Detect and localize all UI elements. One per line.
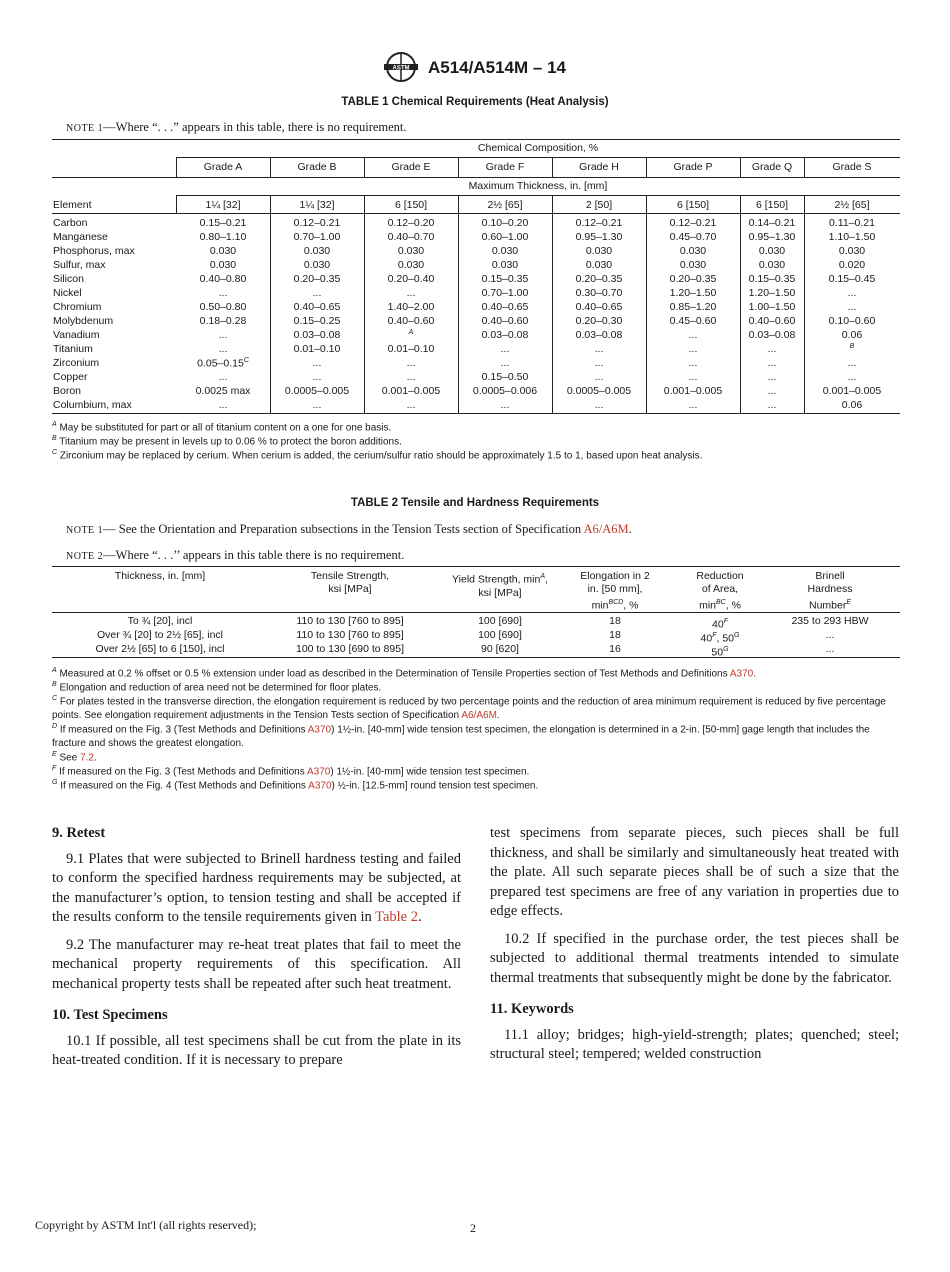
table-cell: 0.70–1.00	[481, 287, 529, 299]
table-cell: 0.030	[491, 245, 519, 257]
col-divider	[364, 213, 365, 413]
composition-header: Chemical Composition, %	[477, 142, 599, 154]
table-cell: 0.40–0.60	[481, 315, 529, 327]
table-cell: 0.60–1.00	[481, 231, 529, 243]
table1-note: NOTE 1—Where “. . .” appears in this table, there is no requirement.	[66, 120, 407, 134]
th-reduction: Reduction of Area, $\min^{BC}$, %	[696, 570, 744, 612]
table-cell: ...	[847, 287, 857, 299]
table-cell: ...	[406, 399, 416, 411]
table1-footnote: $^C$ Zirconium may be replaced by cerium. When cerium is added, the cerium/sulfur ratio should be approximately 1.5 to 1, based upon heat analysis.	[52, 449, 703, 462]
table-cell: 0.020	[838, 259, 866, 271]
copyright: Copyright by ASTM Int'l (all rights reserved);	[35, 1218, 257, 1232]
table-cell: 0.030	[209, 245, 237, 257]
table-cell: 0.70–1.00	[293, 231, 341, 243]
row-yield: 100 [690]	[478, 615, 522, 627]
thickness-cell: 6 [150]	[755, 199, 789, 211]
grade-header: Grade B	[297, 161, 337, 173]
table-cell: 0.030	[209, 259, 237, 271]
col-divider	[552, 195, 553, 213]
table2-note-1: NOTE 1— See the Orientation and Preparation subsections in the Tension Tests section of Specification A6/A6M.	[66, 522, 632, 536]
grade-header: Grade P	[673, 161, 713, 173]
table-cell: 0.01–0.10	[293, 343, 341, 355]
table-cell: 0.30–0.70	[575, 287, 623, 299]
table-cell: 1.20–1.50	[748, 287, 796, 299]
row-thickness: Over ¾ [20] to 2½ [65], incl	[96, 629, 224, 641]
table-cell: 0.030	[303, 245, 331, 257]
col-divider	[740, 157, 741, 177]
col-divider	[646, 157, 647, 177]
col-divider	[176, 157, 177, 177]
row-reduction: $40^F$, $50^G$	[700, 632, 740, 645]
table-cell: 0.0005–0.006	[472, 385, 538, 397]
para-11-1: 11.1 alloy; bridges; high-yield-strength; plates; quenched; steel; structural steel; tempered; welded construction	[490, 1026, 899, 1062]
t2-footnote-b: $^B$ Elongation and reduction of area need not be determined for floor plates.	[52, 681, 382, 694]
table-cell: 0.10–0.60	[828, 315, 876, 327]
table1-footnote: $^B$ Titanium may be present in levels up to 0.06 % to protect the boron additions.	[52, 435, 402, 448]
table-cell: 0.15–0.50	[481, 371, 529, 383]
col-divider	[804, 195, 805, 213]
table-cell: 0.40–0.65	[481, 301, 529, 313]
left-column	[52, 824, 461, 1071]
th-tensile: Tensile Strength, ksi [MPa]	[310, 570, 390, 595]
svg-text:ASTM: ASTM	[392, 65, 410, 72]
table-cell: 0.95–1.30	[575, 231, 623, 243]
element-name: Titanium	[53, 343, 93, 355]
thickness-cell: 2½ [65]	[834, 199, 870, 211]
table-cell: 0.030	[397, 245, 425, 257]
table2-note-2: NOTE 2—Where “. . .’’ appears in this table there is no requirement.	[66, 548, 405, 562]
table-cell: ...	[406, 371, 416, 383]
table-cell: 0.01–0.10	[387, 343, 435, 355]
right-column	[490, 824, 899, 1065]
table-cell: ...	[218, 399, 228, 411]
table-cell: ...	[594, 343, 604, 355]
table-cell: 0.40–0.60	[748, 315, 796, 327]
thickness-cell: 1¼ [32]	[205, 199, 241, 211]
table-cell: 0.0005–0.005	[284, 385, 350, 397]
table-cell: 0.15–0.35	[748, 273, 796, 285]
a6-link[interactable]: A6/A6M	[583, 522, 629, 536]
table-cell: 0.12–0.21	[575, 217, 623, 229]
t2-footnote-e: $^E$ See 7.2.	[52, 751, 97, 764]
grade-header: Grade F	[485, 161, 525, 173]
element-name: Boron	[53, 385, 82, 397]
grade-header: Grade A	[203, 161, 243, 173]
table-cell: ...	[500, 399, 510, 411]
table-cell: 1.40–2.00	[387, 301, 435, 313]
element-name: Columbium, max	[53, 399, 132, 411]
table-cell: ...	[767, 399, 777, 411]
table-cell: ...	[312, 287, 322, 299]
table-cell: 0.11–0.21	[829, 217, 875, 229]
table-cell: ...	[688, 357, 698, 369]
table-cell: 0.15–0.35	[481, 273, 529, 285]
table-cell: 1.00–1.50	[748, 301, 796, 313]
table-cell: ...	[312, 371, 322, 383]
table2-caption: TABLE 2 Tensile and Hardness Requirements	[350, 497, 600, 509]
table-cell: 0.030	[758, 245, 786, 257]
th-thickness: Thickness, in. [mm]	[114, 570, 206, 582]
table-cell: 0.50–0.80	[199, 301, 247, 313]
table-cell: 0.45–0.60	[669, 315, 717, 327]
table-cell: ...	[688, 399, 698, 411]
element-name: Phosphorus, max	[53, 245, 135, 257]
table-cell: ...	[218, 329, 228, 341]
table-cell: 0.030	[679, 259, 707, 271]
table-cell: ...	[312, 399, 322, 411]
table-cell: ...	[500, 343, 510, 355]
table-cell: ...	[767, 385, 777, 397]
element-header: Element	[53, 199, 92, 211]
max-thickness-header: Maximum Thickness, in. [mm]	[468, 180, 608, 192]
table-cell: ...	[594, 371, 604, 383]
th-yield: Yield Strength, $\min^A$, ksi [MPa]	[452, 573, 548, 599]
table-cell: 0.20–0.35	[669, 273, 717, 285]
row-thickness: Over 2½ [65] to 6 [150], incl	[95, 643, 225, 655]
element-name: Nickel	[53, 287, 82, 299]
col-divider	[740, 213, 741, 413]
table-cell: 0.20–0.40	[387, 273, 435, 285]
table-cell: 0.030	[585, 245, 613, 257]
col-divider	[740, 195, 741, 213]
row-brinell: ...	[825, 629, 835, 641]
row-thickness: To ¾ [20], incl	[127, 615, 193, 627]
table-cell: 0.40–0.65	[293, 301, 341, 313]
table-cell: 0.45–0.70	[669, 231, 717, 243]
element-name: Manganese	[53, 231, 108, 243]
col-divider	[646, 195, 647, 213]
table-cell: 0.06	[841, 399, 863, 411]
section-9-title: 9. Retest	[52, 825, 106, 841]
element-name: Sulfur, max	[53, 259, 106, 271]
table-cell: ...	[312, 357, 322, 369]
table-cell: 0.030	[491, 259, 519, 271]
element-name: Copper	[53, 371, 88, 383]
col-divider	[176, 195, 177, 213]
table-cell: ...	[406, 287, 416, 299]
table-cell: ...	[688, 371, 698, 383]
thickness-cell: 2 [50]	[585, 199, 613, 211]
table-cell: 0.06	[841, 329, 863, 341]
col-divider	[270, 213, 271, 413]
table-cell: 0.40–0.65	[575, 301, 623, 313]
footnote-mark: A	[408, 329, 414, 336]
col-divider	[804, 213, 805, 413]
row-reduction: $50^G$	[711, 646, 729, 659]
grade-header: Grade H	[579, 161, 619, 173]
table-cell: ...	[218, 287, 228, 299]
table-cell: ...	[406, 357, 416, 369]
table-cell: 0.001–0.005	[663, 385, 723, 397]
table-cell: 0.18–0.28	[199, 315, 247, 327]
table-cell: ...	[594, 399, 604, 411]
row-elongation: 18	[609, 629, 621, 641]
row-brinell: ...	[825, 643, 835, 655]
table-cell: ...	[218, 371, 228, 383]
t2-footnote-f: $^F$ If measured on the Fig. 3 (Test Methods and Definitions A370) 1½-in. [40-mm] wide tension test specimen.	[52, 765, 530, 778]
table-cell: 0.001–0.005	[822, 385, 882, 397]
table-cell: 0.40–0.80	[199, 273, 247, 285]
table-cell: ...	[847, 371, 857, 383]
t2-footnote-g: $^G$ If measured on the Fig. 4 (Test Methods and Definitions A370) ½-in. [12.5-mm] round tension test specimen.	[52, 779, 539, 792]
col-divider	[270, 195, 271, 213]
thickness-cell: 6 [150]	[394, 199, 428, 211]
astm-logo-icon	[382, 50, 420, 84]
page-number: 2	[470, 1221, 476, 1235]
table-cell: 0.14–0.21	[748, 217, 796, 229]
table-cell: 0.001–0.005	[381, 385, 441, 397]
col-divider	[458, 195, 459, 213]
row-brinell: 235 to 293 HBW	[791, 615, 869, 627]
table-cell: 0.20–0.35	[575, 273, 623, 285]
table-cell: ...	[500, 357, 510, 369]
document-title: A514/A514M – 14	[428, 58, 566, 77]
table-cell: 0.95–1.30	[748, 231, 796, 243]
table-cell: 0.12–0.20	[387, 217, 435, 229]
table-cell: 0.0005–0.005	[566, 385, 632, 397]
row-tensile: 110 to 130 [760 to 895]	[296, 615, 404, 627]
table-cell	[364, 329, 458, 342]
section-11-title: 11. Keywords	[490, 1001, 574, 1017]
row-elongation: 18	[609, 615, 621, 627]
table-cell: ...	[594, 357, 604, 369]
para-9-2: 9.2 The manufacturer may re-heat treat plates that fail to meet the mechanical property requirements of this specification. All mechanical property tests shall be repeated after such heat treatment.	[52, 936, 461, 992]
table-cell: 0.15–0.25	[293, 315, 341, 327]
thickness-cell: 1¼ [32]	[299, 199, 335, 211]
table-cell: ...	[688, 329, 698, 341]
table-cell: 0.03–0.08	[293, 329, 341, 341]
table-cell: 0.10–0.20	[481, 217, 529, 229]
table-cell: 0.030	[758, 259, 786, 271]
table-cell: 1.20–1.50	[669, 287, 717, 299]
element-name: Vanadium	[53, 329, 100, 341]
table-cell: ...	[767, 371, 777, 383]
col-divider	[458, 157, 459, 177]
table1-caption: TABLE 1 Chemical Requirements (Heat Analysis)	[341, 96, 609, 108]
table-cell: 0.40–0.60	[387, 315, 435, 327]
element-name: Chromium	[53, 301, 102, 313]
table-cell: ...	[218, 343, 228, 355]
table-cell: ...	[767, 343, 777, 355]
table-cell: 0.20–0.30	[575, 315, 623, 327]
col-divider	[270, 157, 271, 177]
col-divider	[364, 195, 365, 213]
table-cell: 0.030	[585, 259, 613, 271]
footnote-mark: B	[849, 343, 855, 350]
table-cell: 0.12–0.21	[293, 217, 341, 229]
col-divider	[364, 157, 365, 177]
element-name: Carbon	[53, 217, 88, 229]
grade-header: Grade Q	[751, 161, 793, 173]
col-divider	[458, 213, 459, 413]
grade-header: Grade S	[832, 161, 872, 173]
table-cell: ...	[847, 357, 857, 369]
table-cell: 0.15–0.21	[199, 217, 247, 229]
table-cell: 0.20–0.35	[293, 273, 341, 285]
table-cell: 0.40–0.70	[387, 231, 435, 243]
row-reduction: $40^F$	[712, 618, 728, 631]
table-cell: ...	[767, 357, 777, 369]
table-cell: ...	[688, 343, 698, 355]
table-cell: 0.030	[679, 245, 707, 257]
table-cell: 0.15–0.45	[828, 273, 876, 285]
col-divider	[552, 213, 553, 413]
th-elongation: Elongation in 2 in. [50 mm], $\min^{BCD}$, %	[580, 570, 650, 612]
thickness-cell: 6 [150]	[676, 199, 710, 211]
table-cell: 1.10–1.50	[828, 231, 876, 243]
para-9-1: 9.1 Plates that were subjected to Brinell hardness testing and failed to conform the specified hardness requirements may be subjected, at the manufacturer’s option, to tension testing and shall be accepted if the results conform to the tensile requirements given in Table 2.	[52, 850, 461, 925]
table-cell: 0.030	[303, 259, 331, 271]
table-cell: 0.030	[838, 245, 866, 257]
para-10-1-part2: test specimens from separate pieces, such pieces shall be full thickness, and shall be similarly and simultaneously heat treated with the plate. All such separate pieces shall be of such a size that the prepared test specimens are free of any variation in properties due to edge effects.	[490, 825, 899, 919]
table-cell: 0.80–1.10	[199, 231, 247, 243]
col-divider	[646, 213, 647, 413]
element-name: Molybdenum	[53, 315, 114, 327]
table-cell: 0.030	[397, 259, 425, 271]
para-10-1-part1: 10.1 If possible, all test specimens shall be cut from the plate in its heat-treated condition. If it is necessary to prepare	[52, 1032, 461, 1068]
table1-footnote: $^A$ May be substituted for part or all of titanium content on a one for one basis.	[52, 421, 392, 434]
col-divider	[552, 157, 553, 177]
t2-footnote-d: $^D$ If measured on the Fig. 3 (Test Methods and Definitions A370) 1½-in. [40-mm] wide tension test specimen, the elongation is determined in a 2-in. [50-mm] gage length that includes the fracture and shows the greatest elongation.	[52, 723, 870, 750]
t2-footnote-c: $^C$ For plates tested in the transverse direction, the elongation requirement is reduced by two percentage points and the reduction of area minimum requirement is reduced by five percentage points. See elongation requirement adjustments in the Tension Tests section of Specification A6/A6M.	[52, 695, 886, 722]
table-cell: 0.03–0.08	[575, 329, 623, 341]
row-elongation: 16	[609, 643, 621, 655]
grade-header: Grade E	[391, 161, 431, 173]
row-tensile: 110 to 130 [760 to 895]	[296, 629, 404, 641]
table-cell: 0.03–0.08	[481, 329, 529, 341]
row-yield: 100 [690]	[478, 629, 522, 641]
element-name: Zirconium	[53, 357, 100, 369]
para-10-2: 10.2 If specified in the purchase order, the test pieces shall be subjected to additional thermal treatments intended to simulate thermal treatments that subsequently might be done by the fabricator.	[490, 930, 899, 986]
table-cell: 0.0025 max	[195, 385, 251, 397]
t2-footnote-a: $^A$ Measured at 0.2 % offset or 0.5 % extension under load as described in the Determination of Tensile Properties section of Test Methods and Definitions A370.	[52, 667, 756, 680]
row-yield: 90 [620]	[481, 643, 519, 655]
section-10-title: 10. Test Specimens	[52, 1007, 168, 1023]
row-tensile: 100 to 130 [690 to 895]	[295, 643, 404, 655]
table-cell: $0.05-0.15^C$	[197, 357, 249, 370]
element-name: Silicon	[53, 273, 84, 285]
table-cell: 0.03–0.08	[748, 329, 796, 341]
col-divider	[804, 157, 805, 177]
table-cell: 0.85–1.20	[669, 301, 717, 313]
thickness-cell: 2½ [65]	[487, 199, 523, 211]
th-brinell: Brinell Hardness Number$^E$	[807, 570, 853, 612]
table2-link[interactable]: Table 2	[375, 909, 418, 925]
table-cell: ...	[847, 301, 857, 313]
table-cell	[804, 343, 900, 356]
table-cell: 0.12–0.21	[669, 217, 717, 229]
